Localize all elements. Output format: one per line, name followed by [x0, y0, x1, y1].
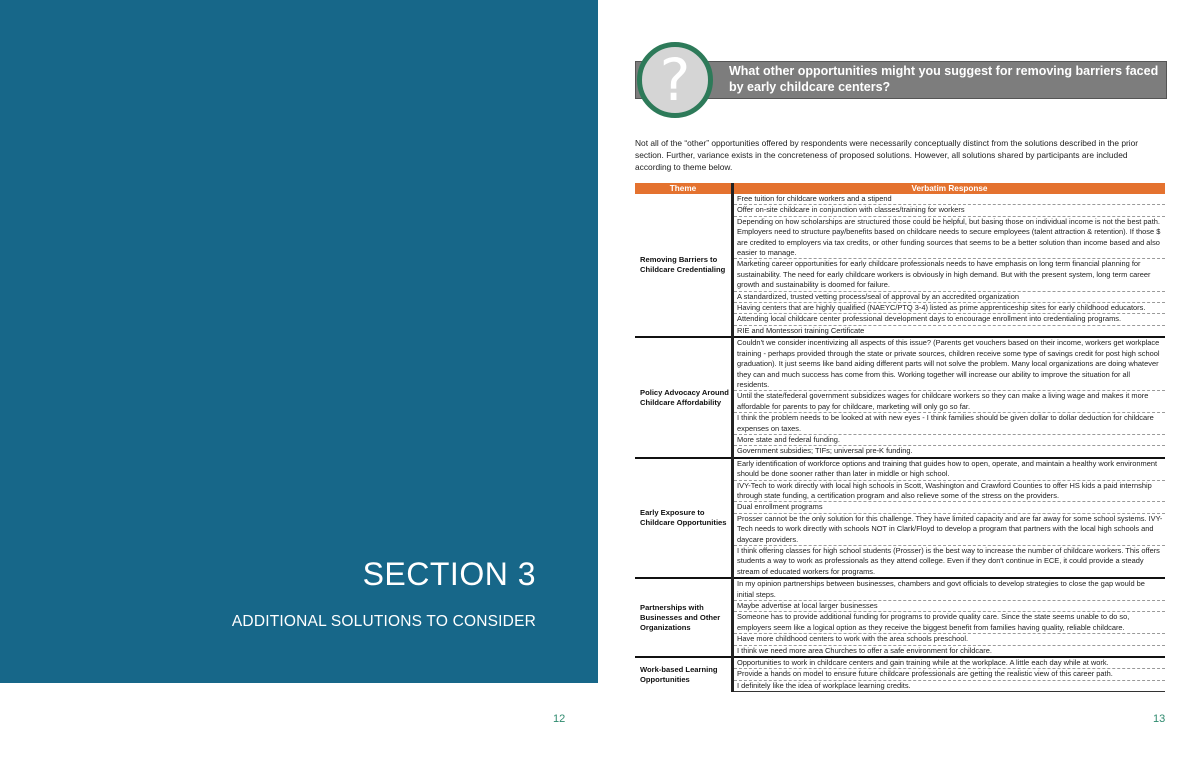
- response-cell: Someone has to provide additional funding for programs to provide quality care. Since the state seems unable to do so, employers seem like a logical option as they receive the biggest benefit from families having quality, reliable childcare.: [733, 612, 1166, 634]
- response-cell: RIE and Montessori training Certificate: [733, 325, 1166, 337]
- response-cell: Have more childhood centers to work with the area schools preschool.: [733, 634, 1166, 645]
- response-cell: Opportunities to work in childcare centers and gain training while at the workplace. A little each day while at work.: [733, 657, 1166, 669]
- response-cell: Until the state/federal government subsidizes wages for childcare workers so they can make a living wage and makes it more affordable for parents to pay for childcare, marketing will only go so far.: [733, 391, 1166, 413]
- response-cell: Prosser cannot be the only solution for this challenge. They have limited capacity and are far away for some school systems. IVY-Tech needs to work directly with schools NOT in Clark/Floyd to develop a program that partners with the local high schools and daycare providers.: [733, 513, 1166, 545]
- response-cell: I definitely like the idea of workplace learning credits.: [733, 680, 1166, 691]
- table-row: [635, 337, 1165, 391]
- response-cell: Attending local childcare center professional development days to encourage enrollment into credentialing programs.: [733, 314, 1166, 325]
- response-cell: A standardized, trusted vetting process/seal of approval by an accredited organization: [733, 291, 1166, 302]
- response-cell: Couldn't we consider incentivizing all aspects of this issue? (Parents get vouchers based on their income, workers get workplace training - perhaps provided through the state or private sources, children receive some type of savings credit for post high school graduation). It just seems like band aiding different parts will not solve the problem. Many local organizations are doing whatever they can and much success has come from this. Working together will increase our ability to improve the situation for all residents.: [733, 337, 1166, 391]
- response-cell: In my opinion partnerships between businesses, chambers and govt officials to develop strategies to close the gap would be initial steps.: [733, 578, 1166, 600]
- response-cell: Depending on how scholarships are structured those could be helpful, but basing those on individual income is not the best path. Employers need to structure pay/benefits based on childcare needs to secure employees (talent attraction & retention). If those $ are credited to employers via tax credits, or other funding sources that seems to be a better solution than income based and also easier to manage.: [733, 216, 1166, 259]
- question-heading: What other opportunities might you suggest for removing barriers faced by early childcare centers?: [729, 64, 1159, 94]
- section-cover-panel: [0, 0, 598, 683]
- theme-cell: Partnerships with Businesses and Other Organizations: [635, 578, 733, 657]
- table-header-row: [635, 183, 1165, 194]
- response-cell: I think we need more area Churches to offer a safe environment for childcare.: [733, 645, 1166, 657]
- column-header-theme: Theme: [635, 183, 733, 194]
- intro-paragraph: Not all of the “other” opportunities offered by respondents were necessarily conceptually distinct from the solutions described in the prior section. Further, variance exists in the concreteness of proposed solutions. However, all solutions shared by participants are included according to theme below.: [635, 138, 1139, 172]
- response-cell: Having centers that are highly qualified (NAEYC/PTQ 3-4) listed as prime apprenticeship sites for early childhood educators.: [733, 303, 1166, 314]
- section-subtitle: ADDITIONAL SOLUTIONS TO CONSIDER: [231, 613, 536, 630]
- column-header-response: Verbatim Response: [733, 183, 1166, 194]
- response-cell: Dual enrollment programs: [733, 502, 1166, 513]
- question-mark-icon: ?: [659, 46, 691, 114]
- table-row: [635, 458, 1165, 480]
- theme-cell: Policy Advocacy Around Childcare Affordability: [635, 337, 733, 457]
- response-cell: Government subsidies; TIFs; universal pre-K funding.: [733, 446, 1166, 458]
- response-cell: I think offering classes for high school students (Prosser) is the best way to increase the number of childcare workers. This offers students a way to work as professionals as they attend college. Even if they don't continue in ECE, it could provide a steady stream of educated workers for programs.: [733, 546, 1166, 579]
- theme-cell: Early Exposure to Childcare Opportunities: [635, 458, 733, 578]
- response-cell: Maybe advertise at local larger businesses: [733, 601, 1166, 612]
- page-number-left: 12: [553, 713, 566, 725]
- response-cell: More state and federal funding.: [733, 434, 1166, 445]
- section-title: SECTION 3: [362, 556, 536, 592]
- response-cell: IVY-Tech to work directly with local high schools in Scott, Washington and Crawford Counties to offer HS kids a paid internship through state funding, a certification program and also relieve some of the stress on the providers.: [733, 480, 1166, 502]
- response-cell: Free tuition for childcare workers and a stipend: [733, 194, 1166, 205]
- table-row: [635, 194, 1165, 205]
- theme-cell: Work-based Learning Opportunities: [635, 657, 733, 692]
- table-body: [635, 194, 1165, 692]
- response-table: [635, 183, 1165, 692]
- response-cell: I think the problem needs to be looked at with new eyes - I think families should be given dollar to dollar deduction for childcare expenses on taxes.: [733, 413, 1166, 435]
- table-row: [635, 657, 1165, 669]
- left-page: [0, 0, 598, 776]
- response-cell: Offer on-site childcare in conjunction with classes/training for workers: [733, 205, 1166, 216]
- response-cell: Marketing career opportunities for early childcare professionals needs to have emphasis on long term financial planning for sustainability. The need for early childcare workers is obviously in high demand. But with the present system, long term career growth and sustainability is doomed for failure.: [733, 259, 1166, 291]
- page-number-right: 13: [1153, 713, 1166, 725]
- theme-cell: Removing Barriers to Childcare Credentialing: [635, 194, 733, 337]
- table-row: [635, 578, 1165, 600]
- response-cell: Early identification of workforce options and training that guides how to open, operate, and maintain a healthy work environment should be done sooner rather than later in middle or high school.: [733, 458, 1166, 480]
- response-cell: Provide a hands on model to ensure future childcare professionals are getting the realistic view of this career path.: [733, 669, 1166, 680]
